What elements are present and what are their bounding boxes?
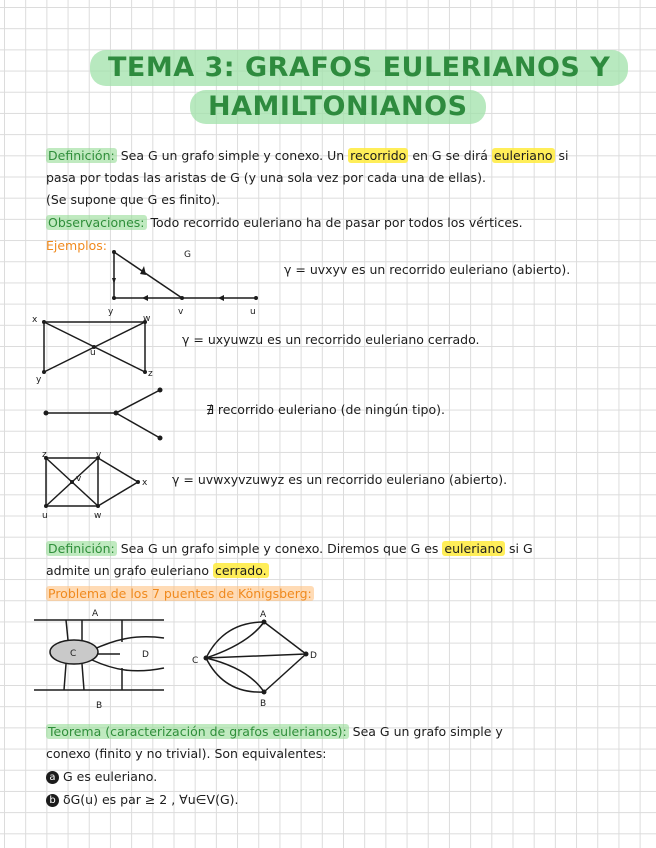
def1-line-2: pasa por todas las aristas de G (y una sola vez por cada una de ellas). <box>46 170 486 185</box>
highlight-recorrido: recorrido <box>350 148 407 163</box>
highlight-euleriano: euleriano <box>493 148 553 163</box>
examples-label: Ejemplos: <box>46 238 108 253</box>
ex2-vertex-z: z <box>148 369 153 379</box>
theorem-item-a: a G es euleriano. <box>46 769 157 784</box>
ex1-graph-label: G <box>184 250 191 260</box>
konigsberg-graph <box>188 608 318 708</box>
theorem-line-2: conexo (finito y no trivial). Son equivalentes: <box>46 746 327 761</box>
observation: Observaciones: Todo recorrido euleriano ha de pasar por todos los vértices. <box>48 215 523 230</box>
ex4-vertex-v: v <box>76 474 82 484</box>
def2-label: Definición: <box>48 541 115 556</box>
def1-label: Definición: <box>48 148 115 163</box>
def2-line-2: admite un grafo euleriano cerrado. <box>46 563 267 578</box>
ex2-vertex-y: y <box>36 375 42 384</box>
example2-graph <box>30 312 160 384</box>
ex2-vertex-w: w <box>143 314 151 324</box>
def1-line-1: Definición: Sea G un grafo simple y conexo. Un recorrido en G se dirá euleriano si <box>48 148 569 163</box>
konigsberg-map <box>34 604 170 714</box>
ex4-vertex-w: w <box>94 511 102 520</box>
graph-label-A: A <box>260 610 267 620</box>
ex4-vertex-x: x <box>142 478 148 488</box>
ex1-caption: γ = uvxyv es un recorrido euleriano (abierto). <box>284 262 571 277</box>
example3-graph <box>40 386 170 442</box>
theorem-line-1: Teorema (caracterización de grafos eulerianos): Sea G un grafo simple y <box>48 724 503 739</box>
graph-label-B: B <box>260 699 267 708</box>
ex1-vertex-y: y <box>108 307 114 317</box>
title-line-2: HAMILTONIANOS <box>190 90 486 124</box>
map-label-B: B <box>96 701 103 711</box>
graph-label-D: D <box>310 651 317 661</box>
ex2-vertex-u: u <box>90 348 96 358</box>
title-line-1: TEMA 3: GRAFOS EULERIANOS Y <box>90 50 628 86</box>
def2-line-1: Definición: Sea G un grafo simple y conexo. Diremos que G es euleriano si G <box>48 541 533 556</box>
map-label-A: A <box>92 609 99 619</box>
ex4-vertex-y: y <box>96 450 102 460</box>
ex4-vertex-u: u <box>42 511 48 520</box>
item-b-marker: b <box>46 794 59 807</box>
ex4-caption: γ = uvwxyvzuwyz es un recorrido euleriano (abierto). <box>172 472 508 487</box>
highlight-euleriano-2: euleriano <box>444 541 504 556</box>
ex1-vertex-v: v <box>178 307 184 317</box>
highlight-cerrado: cerrado. <box>214 563 267 578</box>
example4-graph <box>34 448 158 520</box>
item-a-marker: a <box>46 771 59 784</box>
map-label-C: C <box>70 649 77 659</box>
graph-label-C: C <box>192 656 199 666</box>
ex1-vertex-u: u <box>250 307 256 317</box>
ex2-vertex-x: x <box>32 315 38 325</box>
theorem-label: Teorema (caracterización de grafos eulerianos): <box>48 724 347 739</box>
ex2-caption: γ = uxyuwzu es un recorrido euleriano cerrado. <box>182 332 480 347</box>
ex3-caption: ∄ recorrido euleriano (de ningún tipo). <box>206 402 445 417</box>
example1-graph <box>100 240 270 320</box>
ex4-vertex-z: z <box>42 450 47 460</box>
theorem-item-b: b δG(u) es par ≥ 2 , ∀u∈V(G). <box>46 792 239 807</box>
map-label-D: D <box>142 650 149 660</box>
def1-line-3: (Se supone que G es finito). <box>46 192 221 207</box>
obs-label: Observaciones: <box>48 215 145 230</box>
problem-label: Problema de los 7 puentes de Königsberg: <box>48 586 312 601</box>
